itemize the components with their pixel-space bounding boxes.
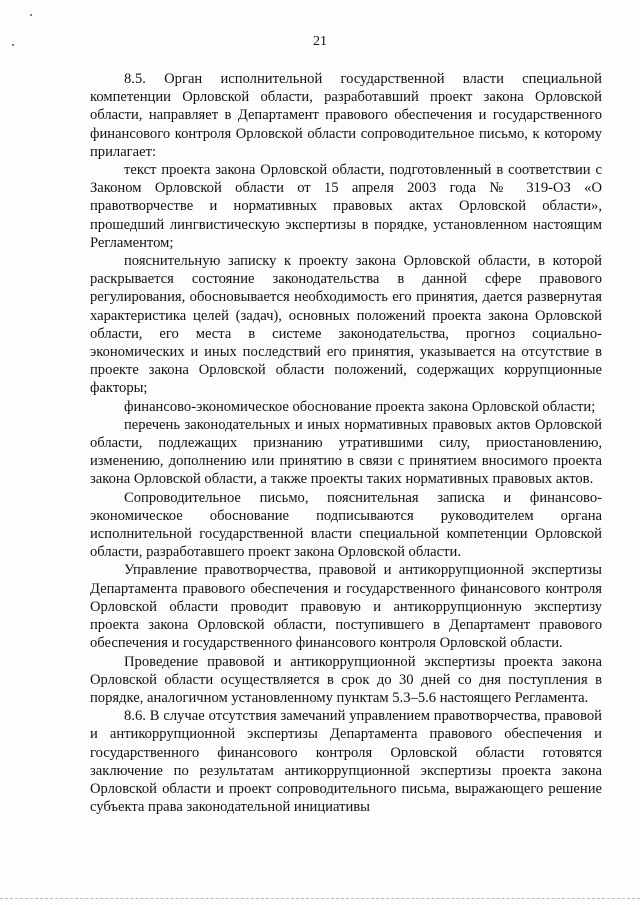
- paragraph-text-of-draft: текст проекта закона Орловской области, подготовленный в соответствии с Законом Орловской области от 15 апреля 2003 года № 319-ОЗ «О правотворчестве и нормативных правовых актах Орловской области», прошедший лингвистическую экспертизы в порядке, установленном настоящим Регламентом;: [90, 162, 602, 251]
- scan-speck: [30, 14, 32, 16]
- paragraph-list-of-acts: перечень законодательных и иных нормативных правовых актов Орловской области, подлежащих признанию утратившими силу, приостановлению, изменению, дополнению или принятию в связи с принятием вносимого проекта закона Орловской области, а также проекты таких нормативных правовых актов.: [90, 416, 602, 488]
- paragraph-signatures: Сопроводительное письмо, пояснительная записка и финансово-экономическое обоснование подписываются руководителем органа исполнительной государственной власти специальной компетенции Орловской области, разработавшего проект закона Орловской области.: [90, 489, 602, 561]
- paragraph-legal-expertise: Управление правотворчества, правовой и антикоррупционной экспертизы Департамента правового обеспечения и государственного финансового контроля Орловской области проводит правовую и антикоррупционную экспертизу проекта закона Орловской области, поступившего в Департамент правового обеспечения и государственного финансового контроля Орловской области.: [90, 562, 602, 652]
- page-number: 21: [313, 34, 327, 49]
- paragraph-expertise-deadline: Проведение правовой и антикоррупционной экспертизы проекта закона Орловской области осуществляется в срок до 30 дней со дня поступления в порядке, аналогичном установленному пунктам 5.3–5.6 настоящего Регламента.: [90, 653, 602, 706]
- paragraph-financial-justification: финансово-экономическое обоснование проекта закона Орловской области;: [124, 398, 596, 415]
- document-body: [90, 70, 602, 816]
- scan-edge-line: [0, 898, 640, 899]
- paragraph-8-5: 8.5. Орган исполнительной государственной власти специальной компетенции Орловской области, разработавший проект закона Орловской области, направляет в Департамент правового обеспечения и государственного финансового контроля Орловской области сопроводительное письмо, к которому прилагает:: [90, 71, 602, 160]
- paragraph-explanatory-note: пояснительную записку к проекту закона Орловской области, в которой раскрывается состояние законодательства в данной сфере правового регулирования, обосновывается необходимость его принятия, дается развернутая характеристика целей (задач), основных положений проекта закона Орловской области, его места в системе законодательства, прогноз социально-экономических и иных последствий его принятия, указывается на отсутствие в проекте закона Орловской области положений, содержащих коррупционные факторы;: [90, 253, 602, 397]
- paragraph-8-6: 8.6. В случае отсутствия замечаний управлением правотворчества, правовой и антикоррупционной экспертизы Департамента правового обеспечения и государственного финансового контроля Орловской области готовятся заключение по результатам антикоррупционной экспертизы проекта закона Орловской области и проект сопроводительного письма, выражающего решение субъекта права законодательной инициативы: [90, 708, 602, 816]
